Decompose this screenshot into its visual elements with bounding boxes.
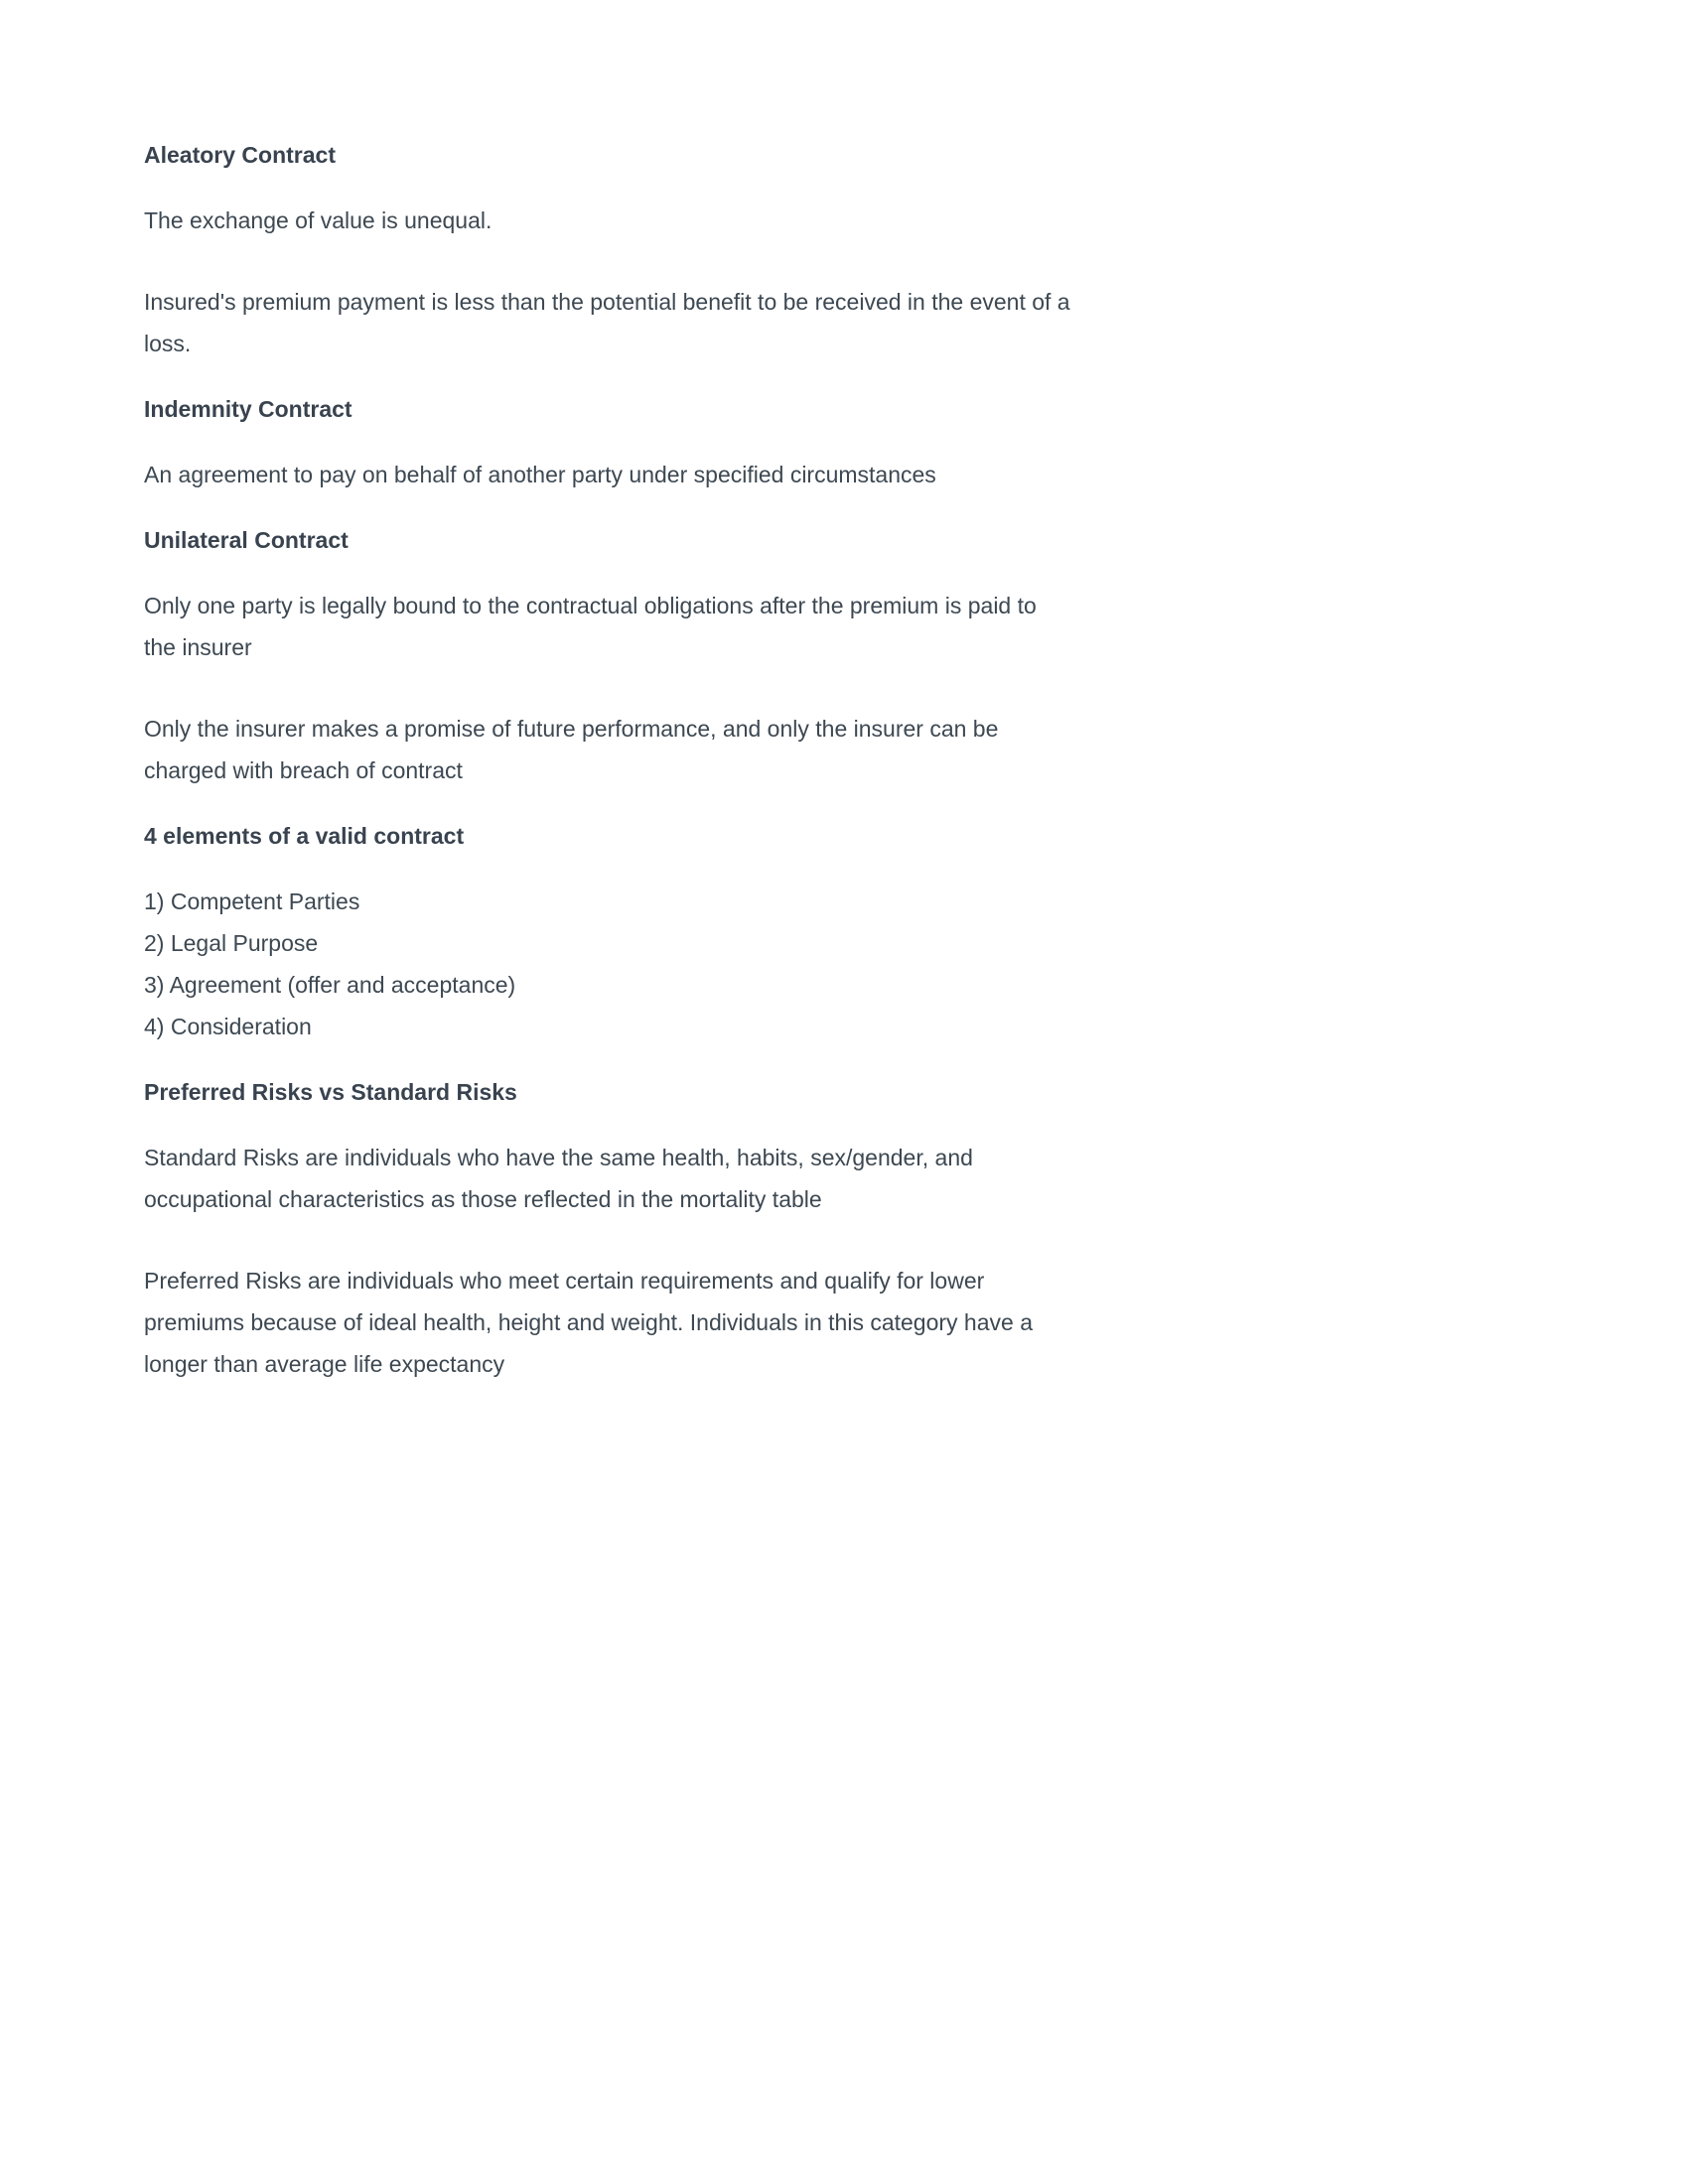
paragraph: Standard Risks are individuals who have the same health, habits, sex/gender, and occupational characteristics as those reflected in the mortality table <box>144 1145 973 1212</box>
paragraph: Only the insurer makes a promise of future performance, and only the insurer can be charged with breach of contract <box>144 716 999 783</box>
document-page <box>0 0 1072 1385</box>
list-item: 1) Competent Parties <box>144 888 360 914</box>
section-heading-unilateral-contract: Unilateral Contract <box>144 527 349 553</box>
paragraph: Insured's premium payment is less than the potential benefit to be received in the event of a loss. <box>144 289 1070 356</box>
section-heading-4-elements: 4 elements of a valid contract <box>144 823 465 849</box>
list-item: 3) Agreement (offer and acceptance) <box>144 972 516 998</box>
paragraph: Only one party is legally bound to the contractual obligations after the premium is paid to the insurer <box>144 593 1037 660</box>
section-heading-preferred-vs-standard-risks: Preferred Risks vs Standard Risks <box>144 1079 517 1105</box>
section-heading-indemnity-contract: Indemnity Contract <box>144 396 352 422</box>
paragraph: Preferred Risks are individuals who meet certain requirements and qualify for lower premiums because of ideal health, height and weight. Individuals in this category have a longer than average life expectancy <box>144 1268 1033 1377</box>
list-item: 4) Consideration <box>144 1014 312 1039</box>
paragraph: The exchange of value is unequal. <box>144 207 492 233</box>
list-item: 2) Legal Purpose <box>144 930 319 956</box>
numbered-list <box>144 881 1072 1047</box>
section-heading-aleatory-contract: Aleatory Contract <box>144 142 336 168</box>
paragraph: An agreement to pay on behalf of another party under specified circumstances <box>144 462 936 487</box>
